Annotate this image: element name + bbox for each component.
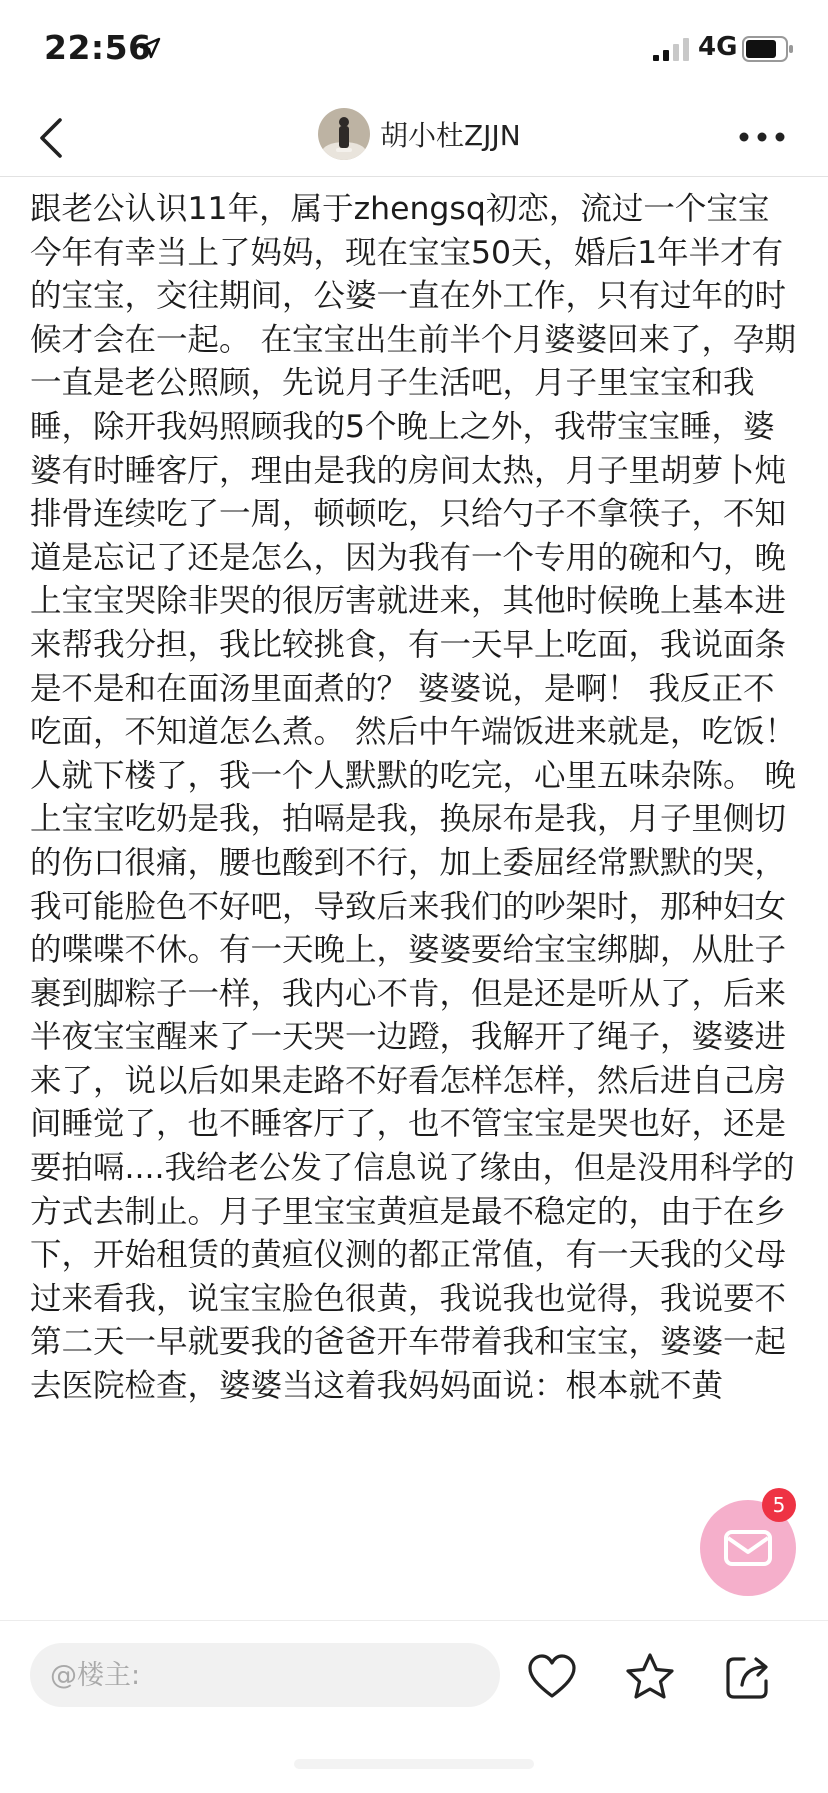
like-heart-icon[interactable] bbox=[526, 1651, 578, 1703]
post-body-text: 跟老公认识11年，属于zhengsq初恋，流过一个宝宝今年有幸当上了妈妈，现在宝宝50天，婚后1年半才有的宝宝，交往期间，公婆一直在外工作，只有过年的时候才会在一起。 在宝宝出生前半个月婆婆回来了，孕期一直是老公照顾，先说月子生活吧，月子里宝宝和我睡，除开我妈照顾我的5个晚上之外，我带宝宝睡，婆婆有时睡客厅，理由是我的房间太热，月子里胡萝卜炖排骨连续吃了一周，顿顿吃，只给勺子不拿筷子，不知道是忘记了还是怎么，因为我有一个专用的碗和勺，晚上宝宝哭除非哭的很厉害就进来，其他时候晚上基本进来帮我分担，我比较挑食，有一天早上吃面，我说面条是不是和在面汤里面煮的？ 婆婆说，是啊！ 我反正不吃面，不知道怎么煮。 然后中午端饭进来就是，吃饭！人就下楼了，我一个人默默的吃完，心里五味杂陈。 晚上宝宝吃奶是我，拍嗝是我，换尿布是我，月子里侧切的伤口很痛，腰也酸到不行，加上委屈经常默默的哭，我可能脸色不好吧，导致后来我们的吵架时，那种妇女的喋喋不休。有一天晚上，婆婆要给宝宝绑脚，从肚子裹到脚粽子一样，我内心不肯，但是还是听从了，后来半夜宝宝醒来了一天哭一边蹬，我解开了绳子，婆婆进来了，说以后如果走路不好看怎样怎样，然后进自己房间睡觉了，也不睡客厅了，也不管宝宝是哭也好，还是要拍嗝....我给老公发了信息说了缘由，但是没用科学的方式去制止。月子里宝宝黄疸是最不稳定的，由于在乡下，开始租赁的黄疸仪测的都正常值，有一天我的父母过来看我，说宝宝脸色很黄，我说我也觉得，我说要不第二天一早就要我的爸爸开车带着我和宝宝，婆婆一起去医院检查，婆婆当这着我妈妈面说：根本就不黄 bbox=[30, 191, 797, 1405]
page-title: 胡小杜ZJJN bbox=[380, 119, 521, 152]
bottom-action-bar bbox=[0, 1620, 828, 1793]
status-time: 22:56 bbox=[44, 28, 152, 67]
favorite-star-icon[interactable] bbox=[624, 1651, 676, 1703]
more-options-icon[interactable] bbox=[736, 122, 788, 152]
unread-badge: 5 bbox=[762, 1488, 796, 1522]
network-type: 4G bbox=[698, 32, 738, 62]
share-icon[interactable] bbox=[722, 1651, 774, 1703]
battery-icon bbox=[742, 36, 794, 62]
cellular-signal-icon bbox=[652, 38, 692, 62]
avatar[interactable] bbox=[318, 108, 370, 160]
nav-bar bbox=[0, 100, 828, 177]
location-arrow-icon bbox=[138, 36, 162, 60]
comment-input[interactable] bbox=[30, 1643, 500, 1707]
back-chevron-icon[interactable] bbox=[30, 110, 74, 166]
home-indicator bbox=[294, 1759, 534, 1769]
status-bar bbox=[0, 0, 828, 100]
